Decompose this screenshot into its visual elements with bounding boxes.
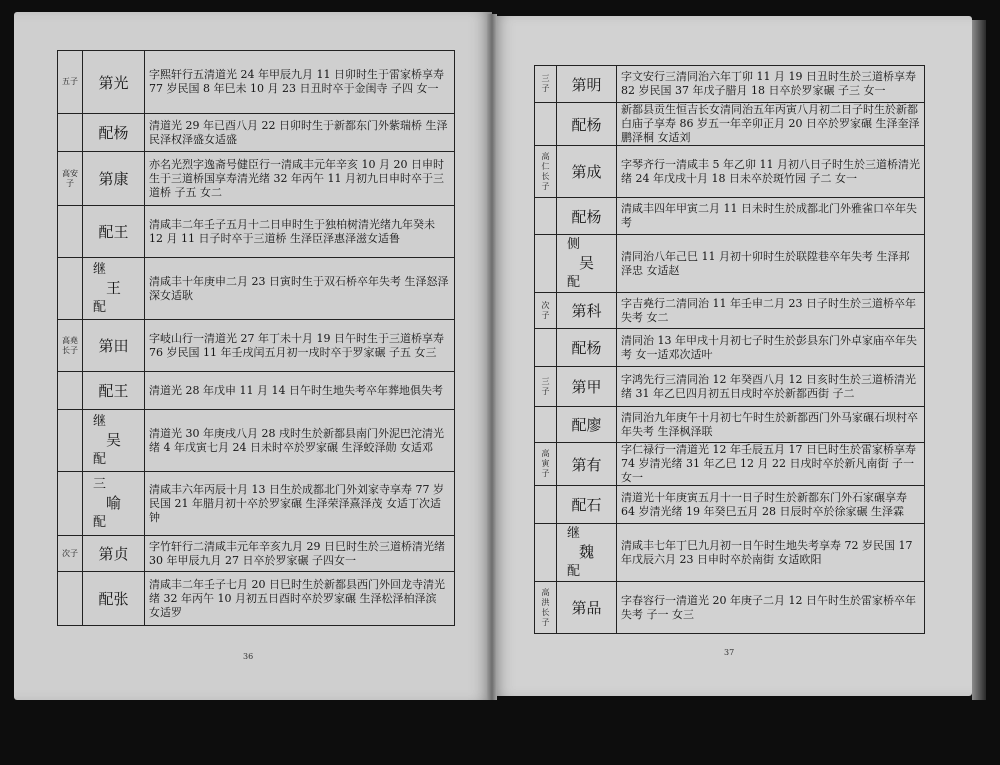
table-row — [535, 582, 925, 634]
page-number-right: 37 — [724, 648, 735, 657]
relation-cell: 三子 — [535, 367, 557, 407]
detail-cell: 亦名光烈字逸斋号健臣行一清咸丰元年辛亥 10 月 20 日申时生于三道桥国享寿清光绪 32 年丙午 11 月初九日申时卒于三道桥 子五 女二 — [145, 152, 455, 206]
table-row — [535, 198, 925, 235]
relation-cell — [58, 472, 83, 536]
table-row — [58, 51, 455, 114]
detail-cell: 清道光十年庚寅五月十一日子时生於新都东门外石家碾享寿 64 岁清光绪 19 年癸巳五月 28 日辰时卒於徐家碾 生泽霖 — [617, 486, 925, 524]
name-cell: 配杨 — [83, 114, 145, 152]
relation-cell: 高安子 — [58, 152, 83, 206]
table-row — [535, 146, 925, 198]
detail-cell: 字仁禄行一清道光 12 年壬辰五月 17 日巳时生於雷家桥享寿 74 岁清光绪 31 年乙巳 12 月 22 日戌时卒於新凡南街 子一 女一 — [617, 443, 925, 486]
table-row — [535, 103, 925, 146]
relation-cell — [535, 103, 557, 146]
detail-cell: 清同治 13 年甲戌十月初七子时生於彭县东门外卓家庙卒年失考 女一适邓次适叶 — [617, 329, 925, 367]
table-row — [58, 372, 455, 410]
name-cell: 第成 — [557, 146, 617, 198]
table-row — [58, 536, 455, 572]
detail-cell: 清咸丰二年壬子五月十二日申时生于独柏树清光绪九年癸未 12 月 11 日子时卒于三道桥 生泽臣泽惠泽滋女适鲁 — [145, 206, 455, 258]
detail-cell: 字文安行三清同治六年丁卯 11 月 19 日丑时生於三道桥享寿 82 岁民国 37 年戊子腊月 18 日卒於罗家碾 子三 女一 — [617, 66, 925, 103]
table-row — [535, 443, 925, 486]
name-cell: 第有 — [557, 443, 617, 486]
table-row — [535, 66, 925, 103]
table-row — [535, 235, 925, 293]
book-edge — [972, 20, 986, 700]
relation-cell — [58, 258, 83, 320]
name-cell: 侧 吴 配 — [557, 235, 617, 293]
relation-cell — [58, 410, 83, 472]
relation-cell: 高仁长子 — [535, 146, 557, 198]
detail-cell: 字熙轩行五清道光 24 年甲辰九月 11 日卯时生于雷家桥享寿 77 岁民国 8 年巳未 10 月 23 日丑时卒于金闺寺 子四 女一 — [145, 51, 455, 114]
detail-cell: 字春容行一清道光 20 年庚子二月 12 日午时生於雷家桥卒年失考 子一 女三 — [617, 582, 925, 634]
table-row — [535, 524, 925, 582]
book-gutter — [487, 14, 497, 700]
table-row — [58, 258, 455, 320]
name-cell: 配杨 — [557, 329, 617, 367]
name-cell: 第科 — [557, 293, 617, 329]
name-cell: 配杨 — [557, 103, 617, 146]
detail-cell: 清咸丰六年丙辰十月 13 日生於成都北门外刘家寺享寿 77 岁民国 21 年腊月初十卒於罗家碾 生泽荣泽熹泽茂 女适丁次适钟 — [145, 472, 455, 536]
relation-cell: 高堯长子 — [58, 320, 83, 372]
name-cell: 继 王 配 — [83, 258, 145, 320]
name-cell: 第贞 — [83, 536, 145, 572]
name-cell: 配王 — [83, 206, 145, 258]
detail-cell: 清道光 29 年已酉八月 22 日卯时生于新都东门外紫瑞桥 生泽民泽权泽盛女适盛 — [145, 114, 455, 152]
relation-cell — [535, 235, 557, 293]
relation-cell: 五子 — [58, 51, 83, 114]
name-cell: 配王 — [83, 372, 145, 410]
relation-cell — [58, 114, 83, 152]
relation-cell: 三子 — [535, 66, 557, 103]
name-cell: 第田 — [83, 320, 145, 372]
name-cell: 继 魏 配 — [557, 524, 617, 582]
table-row — [535, 486, 925, 524]
relation-cell: 次子 — [535, 293, 557, 329]
name-cell: 配张 — [83, 572, 145, 626]
table-row — [58, 572, 455, 626]
name-cell: 配石 — [557, 486, 617, 524]
detail-cell: 清同治九年庚午十月初七午时生於新都西门外马家碾石坝村卒年失考 生泽枫泽联 — [617, 407, 925, 443]
table-row — [535, 329, 925, 367]
relation-cell — [58, 206, 83, 258]
detail-cell: 字吉堯行二清同治 11 年壬申二月 23 日子时生於三道桥卒年失考 女二 — [617, 293, 925, 329]
genealogy-table-left — [57, 50, 455, 626]
detail-cell: 清同治八年己巳 11 月初十卯时生於联陞巷卒年失考 生泽邦泽忠 女适赵 — [617, 235, 925, 293]
detail-cell: 清咸丰二年壬子七月 20 日巳时生於新都县西门外回龙寺清光绪 32 年丙午 10 月初五日酉时卒於罗家碾 生泽松泽柏泽滨 女适罗 — [145, 572, 455, 626]
page-number-left: 36 — [243, 652, 254, 661]
relation-cell — [535, 198, 557, 235]
table-row — [58, 472, 455, 536]
table-row — [58, 410, 455, 472]
relation-cell — [58, 372, 83, 410]
relation-cell: 高寅子 — [535, 443, 557, 486]
table-row — [58, 114, 455, 152]
relation-cell — [535, 407, 557, 443]
table-row — [58, 152, 455, 206]
table-row — [58, 206, 455, 258]
detail-cell: 新都县贡生恒吉长女清同治五年丙寅八月初二日子时生於新都白庙子享寿 86 岁五一年辛卯正月 20 日卒於罗家碾 生泽奎泽鹏泽桐 女适刘 — [617, 103, 925, 146]
relation-cell — [535, 486, 557, 524]
detail-cell: 清咸丰四年甲寅二月 11 日未时生於成都北门外雅雀口卒年失考 — [617, 198, 925, 235]
name-cell: 第光 — [83, 51, 145, 114]
name-cell: 第康 — [83, 152, 145, 206]
relation-cell — [58, 572, 83, 626]
relation-cell — [535, 524, 557, 582]
name-cell: 继 吴 配 — [83, 410, 145, 472]
detail-cell: 字琴齐行一清咸丰 5 年乙卯 11 月初八日子时生於三道桥清光绪 24 年戊戌十月 18 日未卒於斑竹园 子二 女一 — [617, 146, 925, 198]
name-cell: 配廖 — [557, 407, 617, 443]
detail-cell: 字岐山行一清道光 27 年丁未十月 19 日午时生于三道桥享寿 76 岁民国 11 年壬戌闰五月初一戌时卒于罗家碾 子五 女三 — [145, 320, 455, 372]
name-cell: 第甲 — [557, 367, 617, 407]
relation-cell: 次子 — [58, 536, 83, 572]
table-row — [535, 367, 925, 407]
relation-cell — [535, 329, 557, 367]
name-cell: 第品 — [557, 582, 617, 634]
detail-cell: 字竹轩行二清咸丰元年辛亥九月 29 日巳时生於三道桥清光绪 30 年甲辰九月 27 日卒於罗家碾 子四女一 — [145, 536, 455, 572]
detail-cell: 清道光 28 年戊申 11 月 14 日午时生地失考卒年葬地俱失考 — [145, 372, 455, 410]
table-row — [58, 320, 455, 372]
genealogy-table-right — [534, 65, 925, 634]
name-cell: 三 喻 配 — [83, 472, 145, 536]
detail-cell: 清咸丰十年庚申二月 23 日寅时生于双石桥卒年失考 生泽怒泽深女适耿 — [145, 258, 455, 320]
relation-cell: 高洪长子 — [535, 582, 557, 634]
name-cell: 第明 — [557, 66, 617, 103]
name-cell: 配杨 — [557, 198, 617, 235]
detail-cell: 清咸丰七年丁巳九月初一日午时生地失考享寿 72 岁民国 17 年戊辰六月 23 日申时卒於南街 女适欧阳 — [617, 524, 925, 582]
detail-cell: 字鸿先行三清同治 12 年癸酉八月 12 日亥时生於三道桥清光绪 31 年乙巳四月初五日戌时卒於新都西街 子二 — [617, 367, 925, 407]
table-row — [535, 293, 925, 329]
detail-cell: 清道光 30 年庚戌八月 28 戌时生於新都县南门外泥巴沱清光绪 4 年戊寅七月 24 日未时卒於罗家碾 生泽蛟泽勋 女适邓 — [145, 410, 455, 472]
table-row — [535, 407, 925, 443]
